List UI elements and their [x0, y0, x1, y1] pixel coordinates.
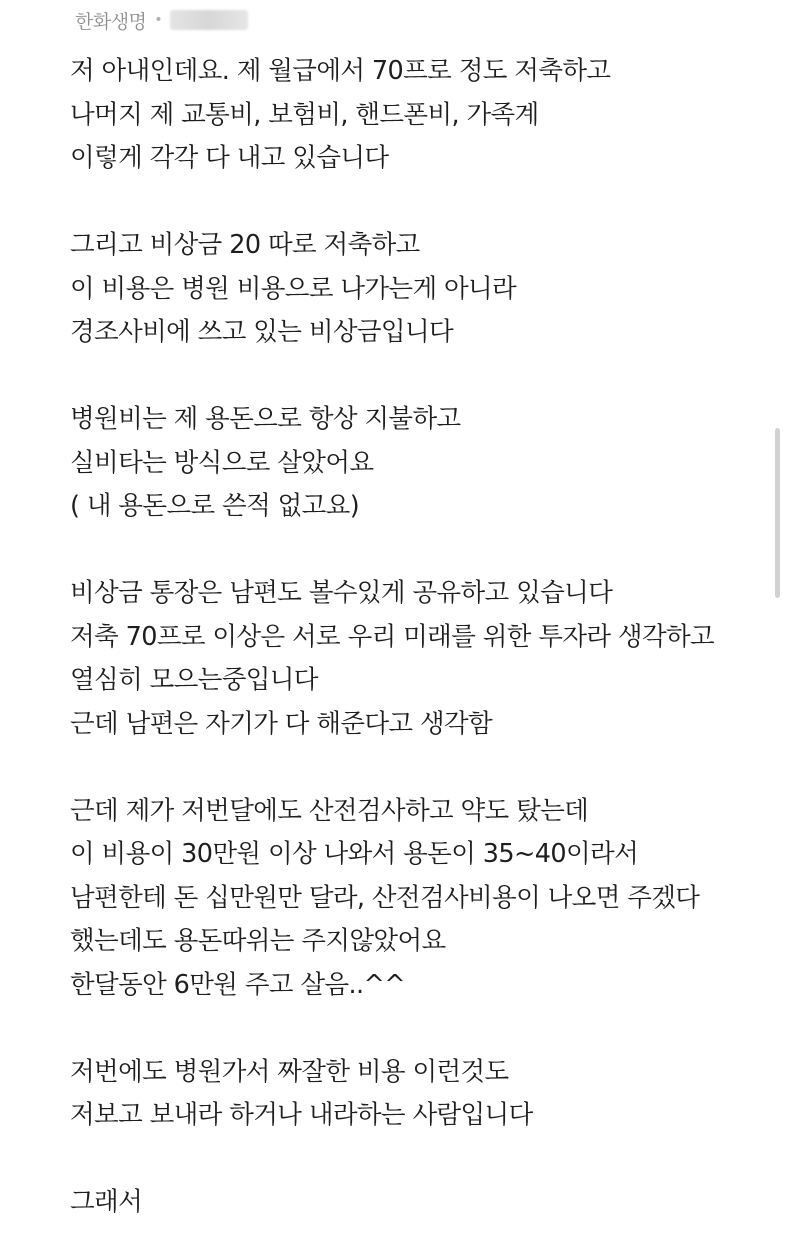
scrollbar-thumb[interactable] [775, 428, 780, 598]
post-line: 그리고 비상금 20 따로 저축하고 [70, 230, 420, 260]
post-line: 경조사비에 쓰고 있는 비상금입니다 [70, 317, 454, 347]
paragraph-gap [70, 355, 760, 399]
paragraph-gap [70, 529, 760, 573]
post-meta-header [75, 6, 248, 34]
post-line: 저축 70프로 이상은 서로 우리 미래를 위한 투자라 생각하고 [70, 621, 715, 652]
post-line: 비상금 통장은 남편도 볼수있게 공유하고 있습니다 [70, 578, 613, 608]
paragraph-gap [70, 181, 760, 225]
paragraph-gap [70, 1138, 760, 1182]
post-line: 저번에도 병원가서 짜잘한 비용 이런것도 [70, 1056, 509, 1087]
post-line: 한달동안 6만원 주고 살음..^^ [70, 969, 406, 1000]
post-line: 저 아내인데요. 제 월급에서 70프로 정도 저축하고 [70, 56, 611, 86]
meta-separator: • [154, 12, 163, 28]
paragraph-gap [70, 1007, 760, 1051]
post-line: 이 비용은 병원 비용으로 나가는게 아니라 [70, 273, 517, 304]
post-line: 나머지 제 교통비, 보험비, 핸드폰비, 가족계 [70, 99, 539, 130]
blurred-username [170, 10, 248, 30]
post-line: 남편한테 돈 십만원만 달라, 산전검사비용이 나오면 주겠다 [70, 882, 700, 913]
post-line: 열심히 모으는중입니다 [70, 665, 318, 695]
post-line: 그래서 [70, 1187, 143, 1217]
post-line: 근데 남편은 자기가 다 해준다고 생각함 [70, 708, 493, 739]
post-line: 실비타는 방식으로 살았어요 [70, 447, 374, 478]
post-body [70, 50, 760, 1225]
post-line: 근데 제가 저번달에도 산전검사하고 약도 탔는데 [70, 795, 589, 826]
post-line: 병원비는 제 용돈으로 항상 지불하고 [70, 404, 461, 434]
post-line: 이렇게 각각 다 내고 있습니다 [70, 143, 389, 173]
post-line: 했는데도 용돈따위는 주지않았어요 [70, 926, 446, 956]
post-line: 이 비용이 30만원 이상 나와서 용돈이 35~40이라서 [70, 839, 639, 869]
post-line: ( 내 용돈으로 쓴적 없고요) [70, 491, 360, 521]
author-name[interactable]: 한화생명 [75, 10, 147, 33]
paragraph-gap [70, 746, 760, 790]
post-line: 저보고 보내라 하거나 내라하는 사람입니다 [70, 1100, 533, 1130]
